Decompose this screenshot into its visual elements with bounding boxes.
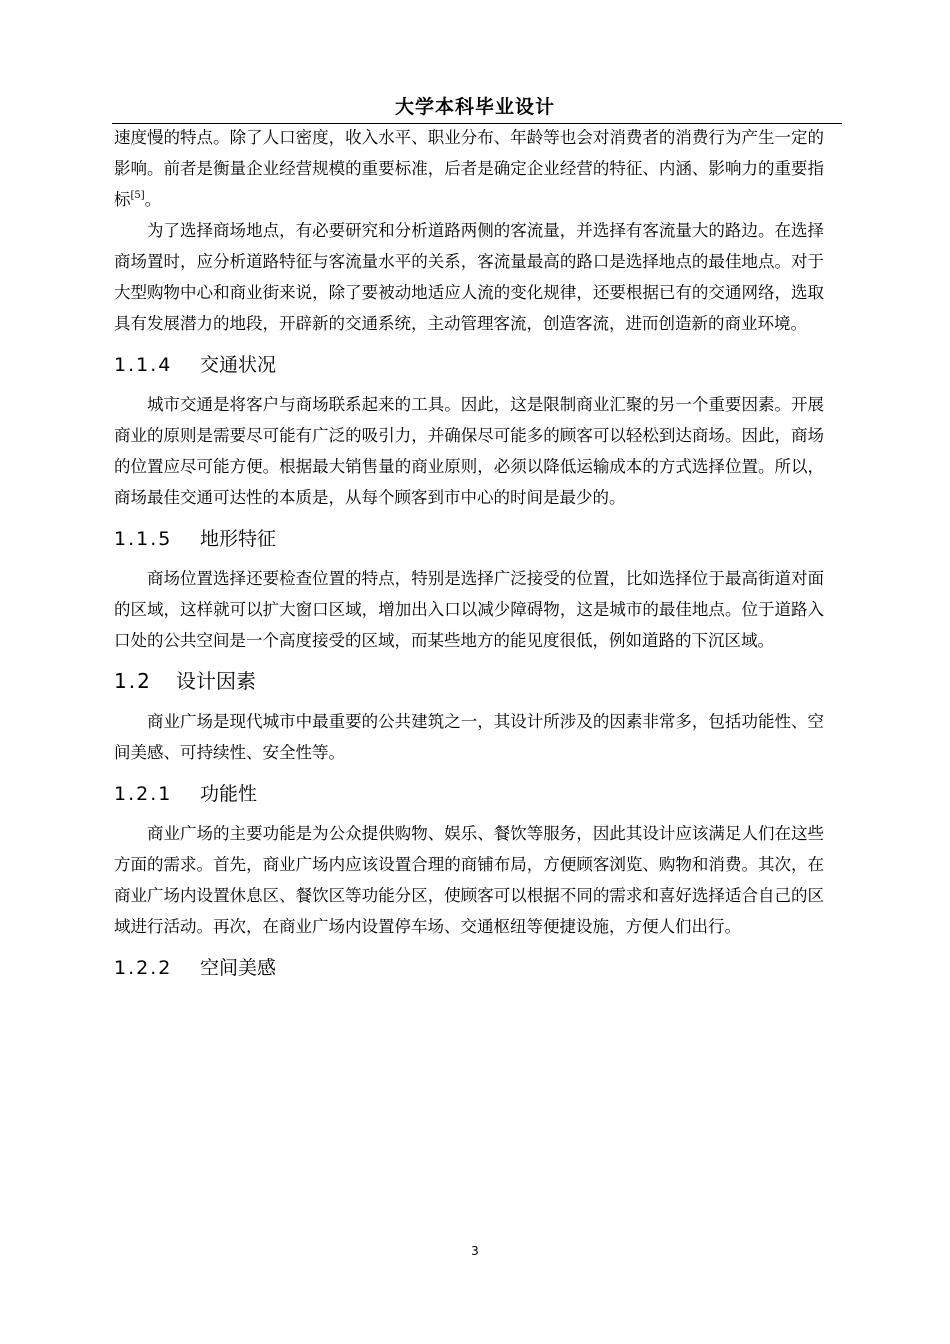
heading-title: 交通状况 [200, 354, 277, 376]
paragraph-traffic-flow: 为了选择商场地点，有必要研究和分析道路两侧的客流量，并选择有客流量大的路边。在选择商场置时，应分析道路特征与客流量水平的关系，客流量最高的路口是选择地点的最佳地点。对于大型购物中心和商业街来说，除了要被动地适应人流的变化规律，还要根据已有的交通网络，选取具有发展潜力的地段，开辟新的交通系统，主动管理客流，创造客流，进而创造新的商业环境。 [114, 221, 824, 333]
paragraph-terrain: 商场位置选择还要检查位置的特点，特别是选择广泛接受的位置，比如选择位于最高街道对面的区域，这样就可以扩大窗口区域，增加出入口以减少障碍物，这是城市的最佳地点。位于道路入口处的公共空间是一个高度接受的区域，而某些地方的能见度很低，例如道路的下沉区域。 [114, 569, 824, 650]
paragraph-traffic: 城市交通是将客户与商场联系起来的工具。因此，这是限制商业汇聚的另一个重要因素。开展商业的原则是需要尽可能有广泛的吸引力，并确保尽可能多的顾客可以轻松到达商场。因此，商场的位置应尽可能方便。根据最大销售量的商业原则，必须以降低运输成本的方式选择位置。所以，商场最佳交通可达性的本质是，从每个顾客到市中心的时间是最少的。 [114, 395, 824, 507]
heading-1-2 [114, 666, 824, 696]
heading-title: 地形特征 [200, 528, 277, 550]
paragraph-end: 。 [144, 190, 162, 209]
citation-ref[interactable]: [5] [130, 190, 145, 201]
heading-1-1-4 [114, 351, 824, 379]
paragraph-functionality: 商业广场的主要功能是为公众提供购物、娱乐、餐饮等服务，因此其设计应该满足人们在这些方面的需求。首先，商业广场内应该设置合理的商铺布局，方便顾客浏览、购物和消费。其次，在商业广场内设置休息区、餐饮区等功能分区，使顾客可以根据不同的需求和喜好选择适合自己的区域进行活动。再次，在商业广场内设置停车场、交通枢纽等便捷设施，方便人们出行。 [114, 824, 824, 936]
paragraph-design-factors: 商业广场是现代城市中最重要的公共建筑之一，其设计所涉及的因素非常多，包括功能性、空间美感、可持续性、安全性等。 [114, 712, 824, 762]
heading-1-2-1 [114, 780, 824, 808]
page-header-title: 大学本科毕业设计 [394, 96, 555, 118]
page-number: 3 [471, 1244, 479, 1258]
heading-number: 1.1.5 [114, 528, 173, 550]
document-body [114, 122, 824, 992]
heading-1-2-2 [114, 954, 824, 982]
heading-number: 1.2.2 [114, 957, 173, 979]
heading-title: 空间美感 [200, 957, 277, 979]
heading-number: 1.2.1 [114, 783, 173, 805]
heading-title: 功能性 [200, 783, 258, 805]
paragraph-text: 速度慢的特点。除了人口密度，收入水平、职业分布、年龄等也会对消费者的消费行为产生一定的影响。前者是衡量企业经营规模的重要标准，后者是确定企业经营的特征、内涵、影响力的重要指标 [114, 128, 824, 209]
heading-1-1-5 [114, 525, 824, 553]
paragraph-continued [114, 122, 824, 215]
heading-number: 1.1.4 [114, 354, 173, 376]
heading-number: 1.2 [114, 669, 152, 693]
heading-title: 设计因素 [176, 669, 256, 693]
